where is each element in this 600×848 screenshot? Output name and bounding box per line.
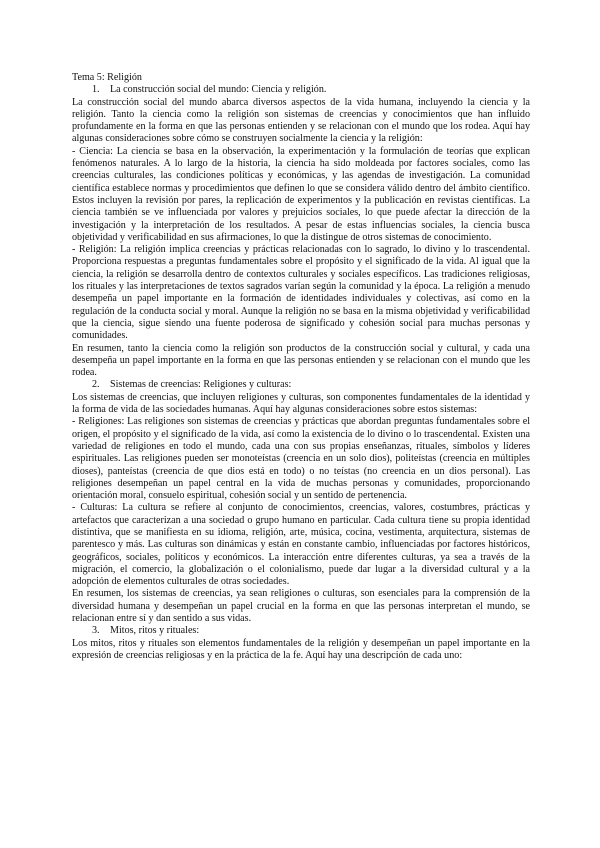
section-number: 3. xyxy=(92,625,100,637)
section-heading-2 xyxy=(72,379,530,391)
section-number: 1. xyxy=(92,84,100,96)
document-body xyxy=(72,72,530,662)
section-heading-3 xyxy=(72,625,530,637)
section-heading-1 xyxy=(72,84,530,96)
paragraph: - Religión: La religión implica creencias y prácticas relacionadas con lo sagrado, lo divino y lo trascendental. Proporciona respuestas a preguntas fundamentales sobre el propósito y el significado de la vida. Al igual que la ciencia, la religión se desarrolla dentro de contextos culturales y sociales específicos. Las tradiciones religiosas, los rituales y las interpretaciones de textos sagrados varían según la comunidad y la época. La religión a menudo desempeña un papel importante en la formación de identidades individuales y colectivas, así como en la regulación de la conducta social y moral. Aunque la religión no se basa en la misma objetividad y verificabilidad que la ciencia, sigue siendo una fuente poderosa de significado y cohesión social para muchas personas y comunidades. xyxy=(72,244,530,342)
paragraph: Los mitos, ritos y rituales son elementos fundamentales de la religión y desempeñan un papel importante en la expresión de creencias religiosas y en la práctica de la fe. Aquí hay una descripción de cada uno: xyxy=(72,637,530,661)
paragraph: - Religiones: Las religiones son sistemas de creencias y prácticas que abordan preguntas fundamentales sobre el origen, el propósito y el significado de la vida, así como la existencia de lo divino o lo trascendental. Existen una variedad de religiones en todo el mundo, cada una con sus propias enseñanzas, rituales, símbolos y líderes espirituales. Las religiones pueden ser monoteístas (creencia en un solo dios), politeístas (creencia en múltiples dioses), panteístas (creencia de que dios está en todo) o no teístas (no creencia en un dios personal). Las religiones desempeñan un papel central en la vida de muchas personas y comunidades, proporcionando orientación moral, consuelo espiritual, cohesión social y un sentido de pertenencia. xyxy=(72,416,530,502)
paragraph: La construcción social del mundo abarca diversos aspectos de la vida humana, incluyendo la ciencia y la religión. Tanto la ciencia como la religión son sistemas de creencias y conocimientos que han influido profundamente en la forma en que las personas entienden y se relacionan con el mundo que los rodea. Aquí hay algunas consideraciones sobre cómo se construyen socialmente la ciencia y la religión: xyxy=(72,96,530,145)
paragraph: - Ciencia: La ciencia se basa en la observación, la experimentación y la formulación de teorías que explican fenómenos naturales. A lo largo de la historia, la ciencia ha sido moldeada por factores sociales, como las creencias culturales, las condiciones políticas y económicas, y las agendas de investigación. La comunidad científica establece normas y procedimientos que definen lo que se considera válido dentro del ámbito científico. Estos incluyen la revisión por pares, la replicación de experimentos y la publicación en revistas científicas. La ciencia también se ve influenciada por valores y prejuicios sociales, lo que puede afectar la dirección de la investigación y la interpretación de los resultados. A pesar de estas influencias sociales, la ciencia busca objetividad y verificabilidad en sus afirmaciones, lo que la distingue de otros sistemas de conocimiento. xyxy=(72,145,530,243)
section-title: Sistemas de creencias: Religiones y culturas: xyxy=(110,379,292,391)
section-title: La construcción social del mundo: Ciencia y religión. xyxy=(110,84,327,96)
paragraph: Los sistemas de creencias, que incluyen religiones y culturas, son componentes fundamentales de la identidad y la forma de vida de las sociedades humanas. Aquí hay algunas consideraciones sobre estos sistemas: xyxy=(72,391,530,416)
paragraph: - Culturas: La cultura se refiere al conjunto de conocimientos, creencias, valores, costumbres, prácticas y artefactos que caracterizan a una sociedad o grupo humano en particular. Cada cultura tiene su propia identidad distintiva, que se manifiesta en su idioma, religión, arte, música, cocina, vestimenta, arquitectura, sistemas de parentesco y más. Las culturas son dinámicas y están en constante cambio, influenciadas por factores históricos, geográficos, sociales, políticos y económicos. La interacción entre diferentes culturas, ya sea a través de la migración, el comercio, la globalización o el colonialismo, puede dar lugar a la diversidad cultural y a la adopción de elementos culturales de otras sociedades. xyxy=(72,502,530,588)
paragraph: En resumen, tanto la ciencia como la religión son productos de la construcción social y cultural, y cada una desempeña un papel importante en la forma en que las personas entienden y se relacionan con el mundo que les rodea. xyxy=(72,342,530,379)
document-title: Tema 5: Religión xyxy=(72,72,142,83)
section-number: 2. xyxy=(92,379,100,391)
paragraph: En resumen, los sistemas de creencias, ya sean religiones o culturas, son esenciales para la comprensión de la diversidad humana y desempeñan un papel crucial en la forma en que las personas interpretan el mundo, se relacionan entre sí y dan sentido a sus vidas. xyxy=(72,588,530,625)
section-title: Mitos, ritos y rituales: xyxy=(110,625,200,637)
